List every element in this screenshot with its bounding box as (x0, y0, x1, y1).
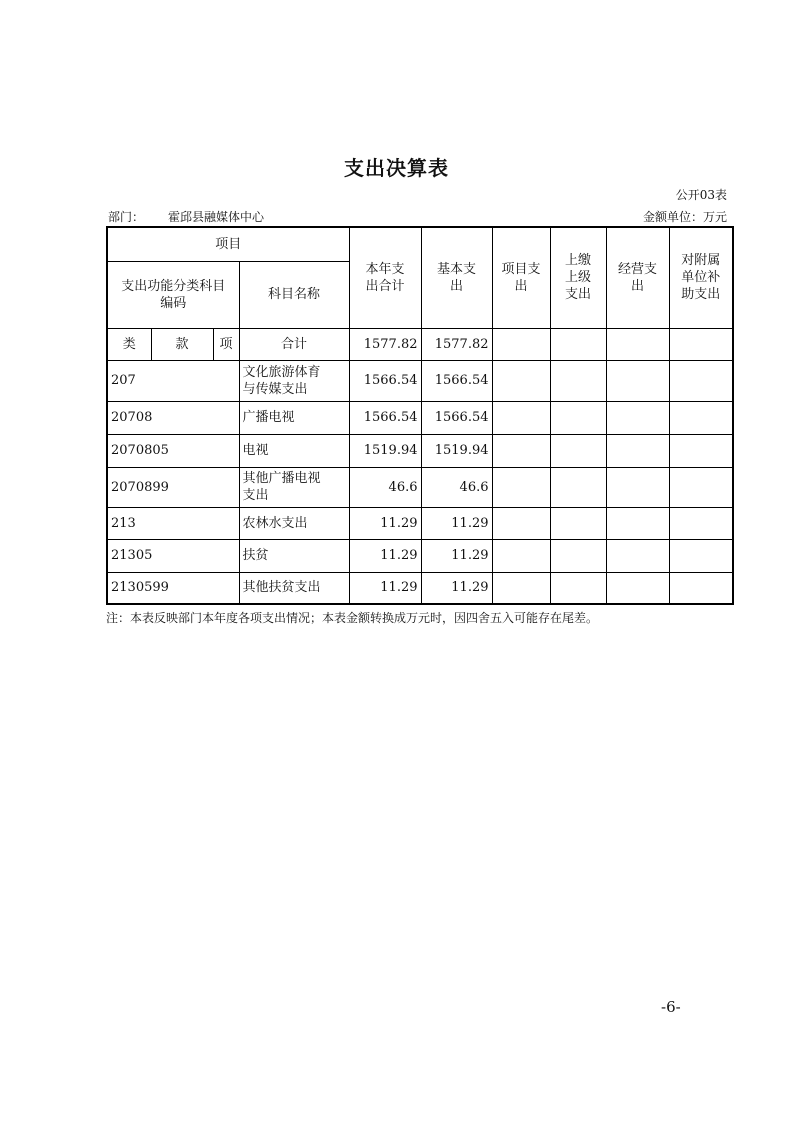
row-name: 扶贫 (239, 539, 349, 572)
row-total: 1566.54 (349, 360, 421, 401)
row-code: 2130599 (107, 572, 239, 604)
row-name: 电视 (239, 434, 349, 467)
row-name: 农林水支出 (239, 507, 349, 539)
row-code: 207 (107, 360, 239, 401)
row-basic: 11.29 (421, 539, 492, 572)
row-basic: 1519.94 (421, 434, 492, 467)
sum-operating (606, 328, 669, 360)
header-lei: 类 (107, 328, 151, 360)
amount-unit: 金额单位：万元 (642, 210, 727, 224)
header-total: 本年支 出合计 (349, 227, 421, 328)
table-row (107, 572, 733, 604)
footnote: 注：本表反映部门本年度各项支出情况；本表金额转换成万元时，因四舍五入可能存在尾差。 (106, 611, 599, 625)
row-code: 2070899 (107, 467, 239, 507)
table-row (107, 507, 733, 539)
row-code: 20708 (107, 401, 239, 434)
sum-label: 合计 (239, 328, 349, 360)
row-name: 文化旅游体育 与传媒支出 (239, 360, 349, 401)
table-row (107, 467, 733, 507)
table-row (107, 434, 733, 467)
department-label: 部门： (108, 210, 145, 224)
header-func-code: 支出功能分类科目 编码 (107, 261, 239, 328)
row-code: 2070805 (107, 434, 239, 467)
row-total: 11.29 (349, 539, 421, 572)
table-row (107, 539, 733, 572)
header-project: 项目 (107, 227, 349, 261)
row-total: 11.29 (349, 507, 421, 539)
row-code: 21305 (107, 539, 239, 572)
row-total: 1566.54 (349, 401, 421, 434)
header-kuan: 款 (151, 328, 213, 360)
row-name: 其他扶贫支出 (239, 572, 349, 604)
page-title: 支出决算表 (344, 156, 449, 180)
table-row (107, 401, 733, 434)
header-xiang: 项 (213, 328, 239, 360)
row-total: 11.29 (349, 572, 421, 604)
sum-project (492, 328, 550, 360)
header-project-expense: 项目支 出 (492, 227, 550, 328)
sum-total: 1577.82 (349, 328, 421, 360)
row-basic: 46.6 (421, 467, 492, 507)
department-value: 霍邱县融媒体中心 (168, 210, 265, 224)
row-basic: 11.29 (421, 507, 492, 539)
row-code: 213 (107, 507, 239, 539)
header-remit: 上缴 上级 支出 (550, 227, 606, 328)
row-basic: 11.29 (421, 572, 492, 604)
expenditure-table (106, 226, 734, 605)
table-row (107, 360, 733, 401)
sum-basic: 1577.82 (421, 328, 492, 360)
page-number: -6- (661, 998, 681, 1016)
header-basic: 基本支 出 (421, 227, 492, 328)
row-basic: 1566.54 (421, 360, 492, 401)
header-subject-name: 科目名称 (239, 261, 349, 328)
row-total: 46.6 (349, 467, 421, 507)
row-total: 1519.94 (349, 434, 421, 467)
row-name: 其他广播电视 支出 (239, 467, 349, 507)
form-number: 公开03表 (675, 188, 727, 202)
sum-remit (550, 328, 606, 360)
sum-subsidy (669, 328, 733, 360)
row-basic: 1566.54 (421, 401, 492, 434)
row-name: 广播电视 (239, 401, 349, 434)
header-operating: 经营支 出 (606, 227, 669, 328)
header-subsidy: 对附属 单位补 助支出 (669, 227, 733, 328)
department-line (108, 208, 264, 225)
